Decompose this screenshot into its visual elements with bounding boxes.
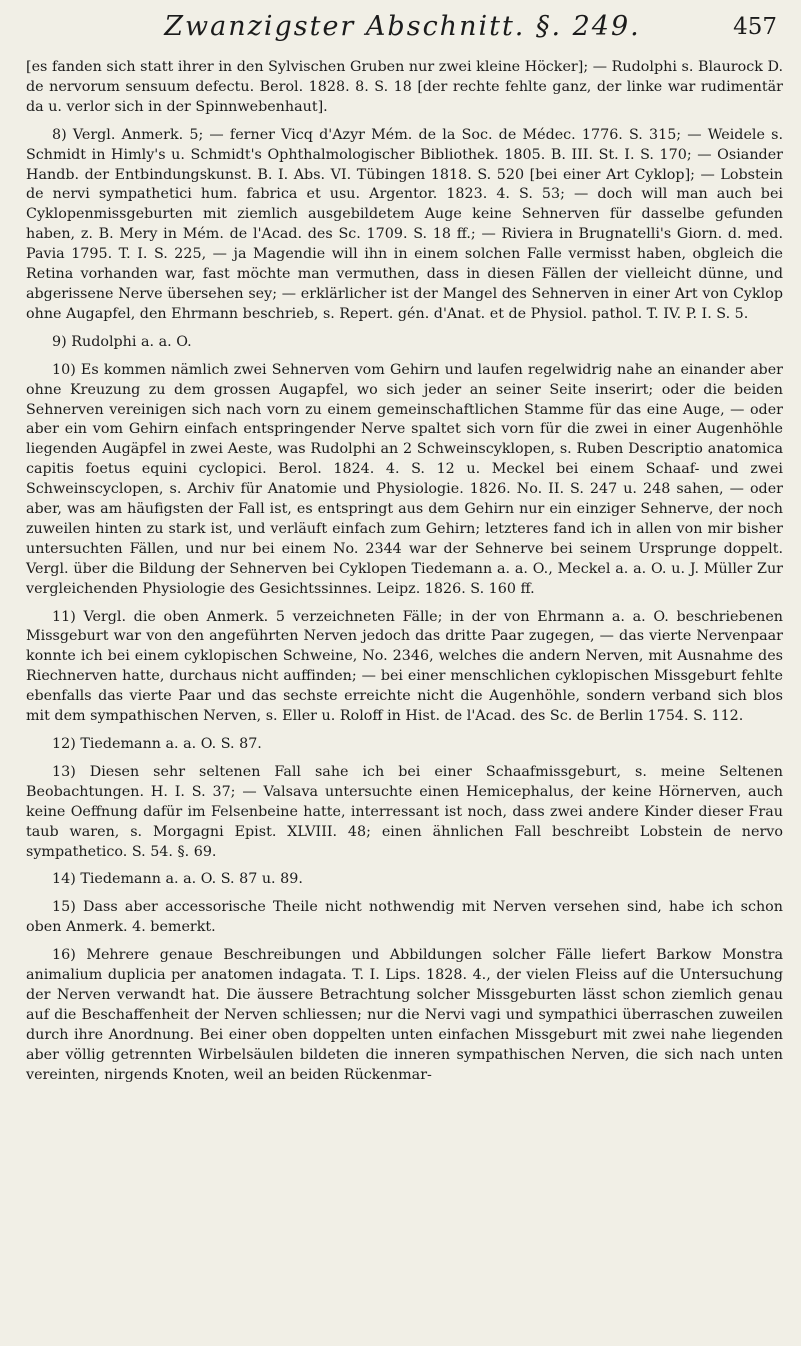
note-continuation: [es fanden sich statt ihrer in den Sylvischen Gruben nur zwei kleine Höcker]; — Rudolphi s. Blaurock D. de nervorum sensuum defectu. Berol. 1828. 8. S. 18 [der rechte fehlte ganz, der linke war rudimentär da u. verlor sich in der Spinnwebenhaut]. <box>26 59 783 115</box>
note-10: 10) Es kommen nämlich zwei Sehnerven vom Gehirn und laufen regelwidrig nahe an einander aber ohne Kreuzung zu dem grossen Augapfel, wo sich jeder an seiner Seite inserirt; oder die beiden Sehnerven vereinigen sich nach vorn zu einem gemeinschaftlichen Stamme für das eine Auge, — oder aber ein vom Gehirn einfach entspringender Nerve spaltet sich vorn für die zwei in einer Augenhöhle liegenden Augäpfel in zwei Aeste, was Rudolphi an 2 Schweinscyklopen, s. Ruben Descriptio anatomica capitis foetus equini cyclopici. Berol. 1824. 4. S. 12 u. Meckel bei einem Schaaf- und zwei Schweinscyclopen, s. Archiv für Anatomie und Physiologie. 1826. No. II. S. 247 u. 248 sahen, — oder aber, was am häufigsten der Fall ist, es entspringt aus dem Gehirn nur ein einziger Sehnerve, der noch zuweilen hinten zu stark ist, und verläuft einfach zum Gehirn; letzteres fand ich in allen von mir bisher untersuchten Fällen, und nur bei einem No. 2344 war der Sehnerve bei seinem Ursprunge doppelt. Vergl. über die Bildung der Sehnerven bei Cyklopen Tiedemann a. a. O., Meckel a. a. O. u. J. Müller Zur vergleichenden Physiologie des Gesichtssinnes. Leipz. 1826. S. 160 ff. <box>26 361 783 597</box>
note-11: 11) Vergl. die oben Anmerk. 5 verzeichneten Fälle; in der von Ehrmann a. a. O. beschriebenen Missgeburt war von den angeführten Nerven jedoch das dritte Paar zugegen, — das vierte Nervenpaar konnte ich bei einem cyklopischen Schweine, No. 2346, welches die andern Nerven, mit Ausnahme des Riechnerven hatte, durchaus nicht auffinden; — bei einer menschlichen cyklopischen Missgeburt fehlte ebenfalls das vierte Paar und das sechste erreichte nicht die Augenhöhle, sondern verband sich blos mit dem sympathischen Nerven, s. Eller u. Roloff in Hist. de l'Acad. des Sc. de Berlin 1754. S. 112. <box>26 608 783 725</box>
page-header <box>22 10 783 50</box>
note-16: 16) Mehrere genaue Beschreibungen und Abbildungen solcher Fälle liefert Barkow Monstra animalium duplicia per anatomen indagata. T. I. Lips. 1828. 4., der vielen Fleiss auf die Untersuchung der Nerven verwandt hat. Die äussere Betrachtung solcher Missgeburten lässt schon ziemlich genau auf die Beschaffenheit der Nerven schliessen; nur die Nervi vagi und sympathici überraschen zuweilen durch ihre Anordnung. Bei einer oben doppelten unten einfachen Missgeburt mit zwei nahe liegenden aber völlig getrennten Wirbelsäulen bildeten die inneren sympathischen Nerven, die sich nach unten vereinten, nirgends Knoten, weil an beiden Rückenmar- <box>26 947 783 1083</box>
note-12: 12) Tiedemann a. a. O. S. 87. <box>52 736 262 752</box>
note-8: 8) Vergl. Anmerk. 5; — ferner Vicq d'Azyr Mém. de la Soc. de Médec. 1776. S. 315; — Weidele s. Schmidt in Himly's u. Schmidt's Ophthalmologischer Bibliothek. 1805. B. III. St. I. S. 170; — Osiander Handb. der Entbindungskunst. B. I. Abs. VI. Tübingen 1818. S. 520 [bei einer Art Cyklop]; — Lobstein de nervi sympathetici hum. fabrica et usu. Argentor. 1823. 4. S. 53; — doch will man auch bei Cyklopenmissgeburten mit ziemlich ausgebildetem Auge keine Sehnerven für dasselbe gefunden haben, z. B. Mery in Mém. de l'Acad. des Sc. 1709. S. 18 ff.; — Riviera in Brugnatelli's Giorn. d. med. Pavia 1795. T. I. S. 225, — ja Magendie will ihn in einem solchen Falle vermisst haben, obgleich die Retina vorhanden war, fast möchte man vermuthen, dass in diesen Fällen der vielleicht dünne, und abgerissene Nerve übersehen sey; — erklärlicher ist der Mangel des Sehnerven in einer Art von Cyklop ohne Augapfel, den Ehrmann beschrieb, s. Repert. gén. d'Anat. et de Physiol. pathol. T. IV. P. I. S. 5. <box>26 126 783 322</box>
note-9: 9) Rudolphi a. a. O. <box>52 333 192 350</box>
note-15: 15) Dass aber accessorische Theile nicht nothwendig mit Nerven versehen sind, habe ich schon oben Anmerk. 4. bemerkt. <box>26 899 783 936</box>
note-13: 13) Diesen sehr seltenen Fall sahe ich bei einer Schaafmissgeburt, s. meine Seltenen Beobachtungen. H. I. S. 37; — Valsava untersuchte einen Hemicephalus, der keine Hörnerven, auch keine Oeffnung dafür im Felsenbeine hatte, interressant ist noch, dass zwei andere Kinder dieser Frau taub waren, s. Morgagni Epist. XLVIII. 48; einen ähnlichen Fall beschreibt Lobstein de nervo sympathetico. S. 54. §. 69. <box>26 763 783 860</box>
note-14: 14) Tiedemann a. a. O. S. 87 u. 89. <box>52 871 303 888</box>
page-number: 457 <box>733 14 777 40</box>
running-title: Zwanzigster Abschnitt. §. 249. <box>164 11 641 42</box>
footnotes <box>26 58 783 1094</box>
